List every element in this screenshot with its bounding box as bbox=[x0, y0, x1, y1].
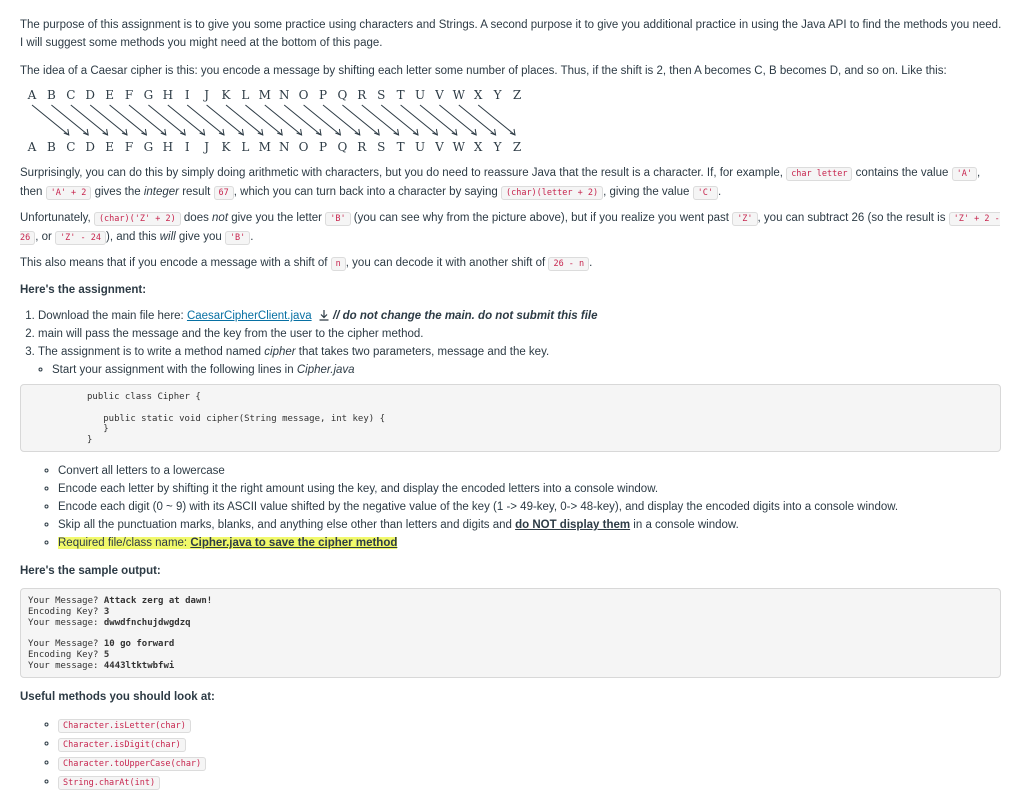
shift-arrow-U bbox=[420, 105, 457, 135]
plain-letter-N: N bbox=[278, 88, 290, 102]
plain-letter-L: L bbox=[241, 88, 250, 102]
sample-line: Encoding Key? 3 bbox=[28, 606, 110, 617]
useful-method-item bbox=[58, 754, 1004, 773]
plain-letter-F: F bbox=[124, 88, 134, 102]
sample-line bbox=[28, 628, 1000, 639]
plain-letter-P: P bbox=[318, 88, 328, 102]
cipher-letter-L: L bbox=[241, 140, 250, 154]
plain-letter-D: D bbox=[85, 88, 96, 102]
method-code: String.charAt(int) bbox=[58, 776, 160, 790]
req-encode-digits: ◦ Encode each digit (0 ~ 9) with its ASCII value shifted by the negative value of the key (1 -> 49-key, 0-> 48-key), and display the encoded digits into a console window. bbox=[58, 498, 1004, 516]
useful-method-item bbox=[58, 716, 1004, 735]
cipher-alphabet-row bbox=[27, 140, 522, 154]
sample-line: Your message: 4443ltktwbfwi bbox=[28, 660, 175, 671]
method-code: Character.toUpperCase(char) bbox=[58, 757, 206, 771]
plain-letter-K: K bbox=[221, 88, 231, 102]
plain-letter-B: B bbox=[46, 88, 56, 102]
cipher-letter-W: W bbox=[452, 140, 465, 154]
sample-line: Your Message? Attack zerg at dawn! bbox=[28, 596, 213, 606]
step-main: 2. main will pass the message and the key from the user to the cipher method. bbox=[38, 325, 1004, 343]
cipher-letter-P: P bbox=[318, 140, 328, 154]
useful-methods-heading: Useful methods you should look at: bbox=[20, 691, 215, 703]
cipher-letter-D: D bbox=[85, 140, 96, 154]
plain-letter-O: O bbox=[298, 88, 309, 102]
plain-letter-H: H bbox=[162, 88, 174, 102]
plain-letter-Y: Y bbox=[493, 88, 502, 102]
sample-line: Your message: dwwdfnchujdwgdzq bbox=[28, 617, 191, 628]
sample-output-block bbox=[20, 588, 1001, 678]
shift-arrow-M bbox=[265, 105, 302, 135]
plain-letter-A: A bbox=[27, 88, 37, 102]
shift-arrow-C bbox=[71, 105, 108, 135]
start-lines-note: ◦ Start your assignment with the following lines in Cipher.java bbox=[52, 361, 1004, 379]
req-lowercase: ◦ Convert all letters to a lowercase bbox=[58, 462, 1004, 480]
shift-arrows bbox=[32, 105, 515, 135]
cipher-letter-X: X bbox=[473, 140, 483, 154]
download-icon[interactable] bbox=[318, 309, 330, 321]
plain-letter-S: S bbox=[377, 88, 386, 102]
cipher-letter-K: K bbox=[221, 140, 231, 154]
plain-letter-U: U bbox=[414, 88, 426, 102]
cipher-letter-A: A bbox=[27, 140, 37, 154]
sample-output-heading: Here's the sample output: bbox=[20, 565, 161, 577]
cipher-letter-U: U bbox=[414, 140, 426, 154]
shift-arrow-S bbox=[381, 105, 418, 135]
req-skip-punct: ◦ Skip all the punctuation marks, blanks, and anything else other than letters and digits and do NOT display them in a console window. bbox=[58, 516, 1004, 534]
cipher-letter-I: I bbox=[184, 140, 190, 154]
shift-arrow-P bbox=[323, 105, 360, 135]
plain-alphabet-row bbox=[27, 88, 522, 102]
shift-arrow-K bbox=[226, 105, 263, 135]
shift-arrow-I bbox=[187, 105, 224, 135]
intro-paragraph: The purpose of this assignment is to give you some practice using characters and Strings. A second purpose it to give you additional practice in using the Java API to find the methods you need. I will suggest some methods you might need at the bottom of this page. bbox=[20, 19, 1002, 49]
plain-letter-G: G bbox=[143, 88, 154, 102]
shift-arrow-V bbox=[439, 105, 476, 135]
cipher-letter-Y: Y bbox=[493, 140, 502, 154]
shift-arrow-O bbox=[304, 105, 341, 135]
cipher-letter-G: G bbox=[143, 140, 154, 154]
req-filename: ◦ Required file/class name: Cipher.java to save the cipher method bbox=[58, 534, 1004, 552]
plain-letter-W: W bbox=[452, 88, 465, 102]
cipher-letter-H: H bbox=[162, 140, 174, 154]
plain-letter-R: R bbox=[357, 88, 367, 102]
decode-paragraph: This also means that if you encode a message with a shift of n , you can decode it with another shift of 26 - n . bbox=[20, 257, 593, 269]
plain-letter-Z: Z bbox=[512, 88, 522, 102]
cipher-letter-C: C bbox=[66, 140, 76, 154]
shift-arrow-X bbox=[478, 105, 515, 135]
useful-method-item bbox=[58, 735, 1004, 754]
cipher-letter-O: O bbox=[298, 140, 309, 154]
shift-arrow-Q bbox=[342, 105, 379, 135]
sample-line: Your Message? 10 go forward bbox=[28, 639, 175, 650]
wraparound-paragraph: Unfortunately, (char)('Z' + 2) does not give you the letter 'B' (you can see why from the picture above), but if you realize you went past 'Z' , you can subtract 26 (so the result is 'Z' + 2 - 26 , or 'Z' - 24 ), and this will give you 'B' . bbox=[20, 212, 1000, 243]
shift-arrow-L bbox=[245, 105, 282, 135]
cipher-letter-V: V bbox=[435, 140, 444, 154]
shift-arrow-R bbox=[362, 105, 399, 135]
assignment-steps bbox=[20, 307, 1004, 379]
cipher-letter-N: N bbox=[278, 140, 290, 154]
cipher-letter-F: F bbox=[124, 140, 134, 154]
client-file-link[interactable]: CaesarCipherClient.java bbox=[186, 310, 312, 322]
step-download: 1. Download the main file here: CaesarCipherClient.java // do not change the main. do not submit this file bbox=[38, 307, 1004, 325]
assignment-heading: Here's the assignment: bbox=[20, 284, 147, 296]
cipher-letter-J: J bbox=[204, 140, 210, 154]
step-cipher: 3. The assignment is to write a method named cipher that takes two parameters, message and the key. ◦ Start your assignment with the following lines in Cipher.java bbox=[38, 343, 1004, 379]
shift-arrow-A bbox=[32, 105, 69, 135]
cipher-letter-Z: Z bbox=[512, 140, 522, 154]
method-code: Character.isLetter(char) bbox=[58, 719, 191, 733]
cipher-letter-B: B bbox=[46, 140, 56, 154]
cipher-letter-M: M bbox=[258, 140, 271, 154]
shift-arrow-B bbox=[51, 105, 88, 135]
plain-letter-J: J bbox=[204, 88, 210, 102]
caesar-shift-diagram bbox=[20, 85, 540, 155]
shift-arrow-G bbox=[148, 105, 185, 135]
useful-methods-list bbox=[20, 716, 1004, 792]
requirements-list bbox=[20, 462, 1004, 552]
plain-letter-V: V bbox=[435, 88, 444, 102]
plain-letter-Q: Q bbox=[337, 88, 348, 102]
shift-arrow-W bbox=[459, 105, 496, 135]
req-encode-letters: ◦ Encode each letter by shifting it the right amount using the key, and display the encoded letters into a console window. bbox=[58, 480, 1004, 498]
shift-arrow-N bbox=[284, 105, 321, 135]
useful-method-item bbox=[58, 773, 1004, 792]
shift-arrow-J bbox=[207, 105, 244, 135]
method-code: Character.isDigit(char) bbox=[58, 738, 186, 752]
plain-letter-M: M bbox=[258, 88, 271, 102]
code-char-letter: char letter bbox=[786, 167, 852, 181]
shift-arrow-H bbox=[168, 105, 205, 135]
cipher-letter-R: R bbox=[357, 140, 367, 154]
plain-letter-T: T bbox=[396, 88, 405, 102]
shift-arrow-E bbox=[110, 105, 147, 135]
shift-arrow-D bbox=[90, 105, 127, 135]
arithmetic-paragraph: Surprisingly, you can do this by simply doing arithmetic with characters, but you do need to reassure Java that the result is a character. If, for example, char letter contains the value 'A' , then 'A' + 2 gives the integer result 67 , which you can turn back into a character by saying (char)(letter + 2) , giving the value 'C' . bbox=[20, 167, 981, 198]
cipher-letter-S: S bbox=[377, 140, 386, 154]
cipher-letter-E: E bbox=[105, 140, 114, 154]
plain-letter-I: I bbox=[184, 88, 190, 102]
plain-letter-X: X bbox=[473, 88, 483, 102]
shift-arrow-F bbox=[129, 105, 166, 135]
plain-letter-E: E bbox=[105, 88, 114, 102]
plain-letter-C: C bbox=[66, 88, 76, 102]
cipher-idea-paragraph: The idea of a Caesar cipher is this: you encode a message by shifting each letter some number of places. Thus, if the shift is 2, then A becomes C, B becomes D, and so on. Like this: bbox=[20, 65, 947, 77]
cipher-code-block: public class Cipher { public static void cipher(String message, int key) { } } bbox=[20, 384, 1001, 452]
cipher-letter-Q: Q bbox=[337, 140, 348, 154]
shift-arrow-T bbox=[401, 105, 438, 135]
sample-line: Encoding Key? 5 bbox=[28, 649, 110, 660]
cipher-letter-T: T bbox=[396, 140, 405, 154]
